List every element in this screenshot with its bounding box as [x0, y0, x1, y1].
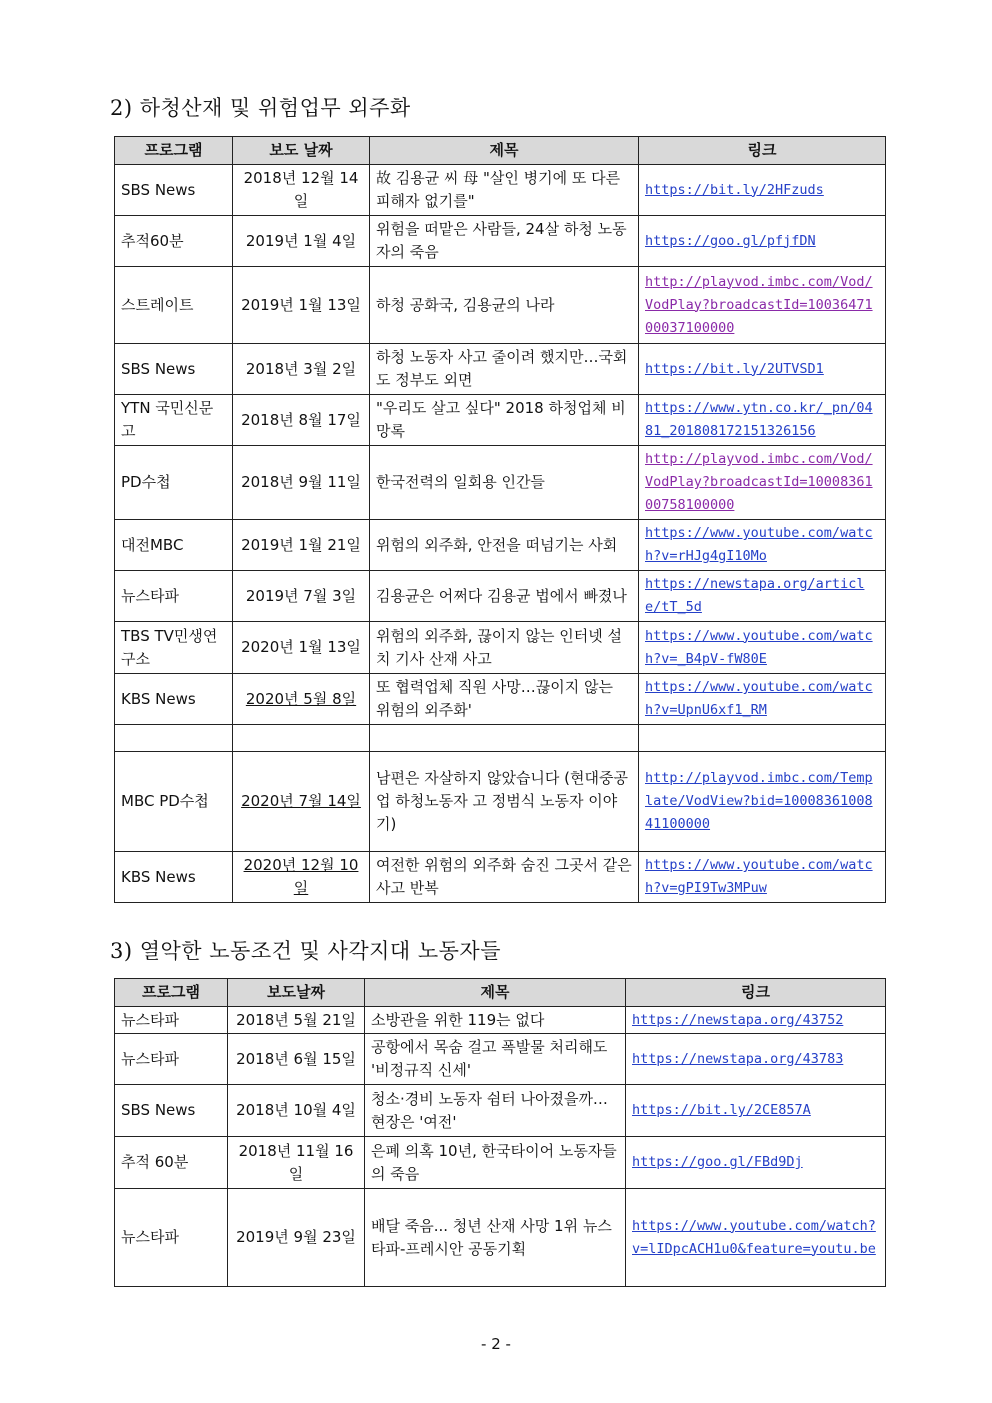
report-link[interactable]: https://newstapa.org/43752: [632, 1011, 844, 1028]
date-cell: [233, 852, 370, 903]
table-row: [115, 267, 886, 344]
link-cell: [639, 344, 886, 395]
program-cell: 뉴스타파: [115, 1034, 228, 1085]
title-cell: "우리도 살고 싶다" 2018 하청업체 비망록: [370, 395, 639, 446]
program-cell: 추적 60분: [115, 1137, 228, 1189]
link-cell: [639, 852, 886, 903]
report-link[interactable]: https://bit.ly/2UTVSD1: [645, 360, 824, 377]
title-cell: 하청 노동자 사고 줄이려 했지만…국회도 정부도 외면: [370, 344, 639, 395]
link-cell: [639, 674, 886, 725]
column-header-program: 프로그램: [115, 979, 228, 1007]
page-number: - 2 -: [481, 1335, 511, 1353]
section-2-heading: 2) 하청산재 및 위험업무 외주화: [110, 96, 411, 120]
table-row: [115, 852, 886, 903]
column-header-link: 링크: [626, 979, 886, 1007]
column-header-program: 프로그램: [115, 137, 233, 165]
column-header-date: 보도 날짜: [233, 137, 370, 165]
report-link[interactable]: https://bit.ly/2HFzuds: [645, 181, 824, 198]
date-text: 2020년 5월 8일: [245, 689, 357, 708]
date-cell: 2018년 3월 2일: [233, 344, 370, 395]
report-link[interactable]: https://goo.gl/pfjfDN: [645, 232, 816, 249]
program-cell: 추적60분: [115, 216, 233, 267]
report-link[interactable]: https://goo.gl/FBd9Dj: [632, 1154, 803, 1170]
report-link[interactable]: https://www.youtube.com/watch?v=lIDpcACH1u0&feature=youtu.be: [632, 1217, 876, 1257]
link-cell: [639, 446, 886, 520]
table-row: [115, 395, 886, 446]
link-cell: [639, 752, 886, 852]
title-cell: 위험의 외주화, 안전을 떠넘기는 사회: [370, 520, 639, 571]
table-row: [115, 446, 886, 520]
date-cell: 2019년 1월 13일: [233, 267, 370, 344]
title-cell: 하청 공화국, 김용균의 나라: [370, 267, 639, 344]
table-row: [115, 520, 886, 571]
title-cell: 여전한 위험의 외주화 숨진 그곳서 같은 사고 반복: [370, 852, 639, 903]
link-cell: [639, 165, 886, 216]
link-cell: [626, 1189, 886, 1287]
program-cell: SBS News: [115, 344, 233, 395]
program-cell: KBS News: [115, 852, 233, 903]
date-cell: 2018년 12월 14일: [233, 165, 370, 216]
report-link[interactable]: http://playvod.imbc.com/Template/VodView?bid=1000836100841100000: [645, 770, 873, 832]
table-row: [115, 216, 886, 267]
table-row-empty: [115, 725, 886, 752]
table-row: [115, 571, 886, 622]
report-link[interactable]: https://newstapa.org/43783: [632, 1050, 844, 1067]
program-cell: 대전MBC: [115, 520, 233, 571]
column-header-title: 제목: [365, 979, 626, 1007]
table-row: [115, 344, 886, 395]
program-cell: TBS TV민생연구소: [115, 622, 233, 674]
report-link[interactable]: https://www.ytn.co.kr/_pn/0481_201808172151326156: [645, 400, 873, 439]
column-header-link: 링크: [639, 137, 886, 165]
column-header-date: 보도날짜: [228, 979, 365, 1007]
date-cell: 2018년 9월 11일: [233, 446, 370, 520]
date-text: 2020년 7월 14일: [241, 792, 361, 810]
title-cell: 남편은 자살하지 않았습니다 (현대중공업 하청노동자 고 정범식 노동자 이야기): [370, 752, 639, 852]
date-cell: 2018년 11월 16일: [228, 1137, 365, 1189]
date-cell: 2018년 6월 15일: [228, 1034, 365, 1085]
program-cell: YTN 국민신문고: [115, 395, 233, 446]
column-header-title: 제목: [370, 137, 639, 165]
date-cell: 2019년 7월 3일: [233, 571, 370, 622]
link-cell: [626, 1137, 886, 1189]
table-row: [115, 1189, 886, 1287]
title-cell: 청소·경비 노동자 쉼터 나아졌을까…현장은 '여전': [365, 1085, 626, 1137]
report-link[interactable]: https://www.youtube.com/watch?v=rHJg4gI10Mo: [645, 525, 873, 564]
link-cell: [639, 571, 886, 622]
date-cell: 2019년 1월 21일: [233, 520, 370, 571]
program-cell: SBS News: [115, 165, 233, 216]
report-link[interactable]: http://playvod.imbc.com/Vod/VodPlay?broadcastId=1000836100758100000: [645, 451, 873, 513]
title-cell: 공항에서 목숨 걸고 폭발물 처리해도 '비정규직 신세': [365, 1034, 626, 1085]
title-cell: 위험을 떠맡은 사람들, 24살 하청 노동자의 죽음: [370, 216, 639, 267]
program-cell: SBS News: [115, 1085, 228, 1137]
title-cell: 김용균은 어쩌다 김용균 법에서 빠졌나: [370, 571, 639, 622]
program-cell: KBS News: [115, 674, 233, 725]
program-cell: 뉴스타파: [115, 1189, 228, 1287]
link-cell: [626, 1085, 886, 1137]
date-cell: [233, 752, 370, 852]
table-row: [115, 674, 886, 725]
program-cell: MBC PD수첩: [115, 752, 233, 852]
program-cell: [115, 725, 233, 752]
report-link[interactable]: https://www.youtube.com/watch?v=UpnU6xf1_RM: [645, 679, 873, 718]
title-cell: 또 협력업체 직원 사망…끊이지 않는 위험의 외주화': [370, 674, 639, 725]
report-link[interactable]: https://www.youtube.com/watch?v=_B4pV-fW80E: [645, 627, 873, 667]
table-row: [115, 622, 886, 674]
title-cell: 한국전력의 일회용 인간들: [370, 446, 639, 520]
link-cell: [626, 1007, 886, 1034]
report-link[interactable]: https://newstapa.org/article/tT_5d: [645, 576, 865, 615]
date-cell: [233, 674, 370, 725]
outsourcing-report-table: [114, 136, 886, 903]
report-link[interactable]: http://playvod.imbc.com/Vod/VodPlay?broadcastId=1003647100037100000: [645, 273, 873, 336]
date-cell: 2019년 1월 4일: [233, 216, 370, 267]
title-cell: 배달 죽음... 청년 산재 사망 1위 뉴스타파-프레시안 공동기획: [365, 1189, 626, 1287]
section-3-heading: 3) 열악한 노동조건 및 사각지대 노동자들: [110, 939, 502, 963]
date-cell: 2018년 10월 4일: [228, 1085, 365, 1137]
table-row: [115, 1085, 886, 1137]
link-cell: [639, 622, 886, 674]
table-header-row: [115, 979, 886, 1007]
table-row: [115, 1034, 886, 1085]
report-link[interactable]: https://www.youtube.com/watch?v=gPI9Tw3MPuw: [645, 857, 873, 896]
working-conditions-report-table: [114, 978, 886, 1287]
table-row: [115, 1007, 886, 1034]
program-cell: PD수첩: [115, 446, 233, 520]
report-link[interactable]: https://bit.ly/2CE857A: [632, 1102, 811, 1118]
table-row: [115, 1137, 886, 1189]
program-cell: 뉴스타파: [115, 571, 233, 622]
date-cell: [233, 725, 370, 752]
link-cell: [639, 216, 886, 267]
date-cell: 2020년 1월 13일: [233, 622, 370, 674]
link-cell: [639, 395, 886, 446]
title-cell: [370, 725, 639, 752]
title-cell: 은폐 의혹 10년, 한국타이어 노동자들의 죽음: [365, 1137, 626, 1189]
link-cell: [639, 267, 886, 344]
program-cell: 스트레이트: [115, 267, 233, 344]
title-cell: 위험의 외주화, 끊이지 않는 인터넷 설치 기사 산재 사고: [370, 622, 639, 674]
title-cell: 소방관을 위한 119는 없다: [365, 1007, 626, 1034]
date-text: 2020년 12월 10일: [243, 856, 359, 897]
link-cell: [639, 725, 886, 752]
table-row: [115, 165, 886, 216]
link-cell: [626, 1034, 886, 1085]
link-cell: [639, 520, 886, 571]
date-cell: 2019년 9월 23일: [228, 1189, 365, 1287]
table-row: [115, 752, 886, 852]
title-cell: 故 김용균 씨 母 "살인 병기에 또 다른 피해자 없기를": [370, 165, 639, 216]
table-header-row: [115, 137, 886, 165]
date-cell: 2018년 8월 17일: [233, 395, 370, 446]
date-cell: 2018년 5월 21일: [228, 1007, 365, 1034]
program-cell: 뉴스타파: [115, 1007, 228, 1034]
